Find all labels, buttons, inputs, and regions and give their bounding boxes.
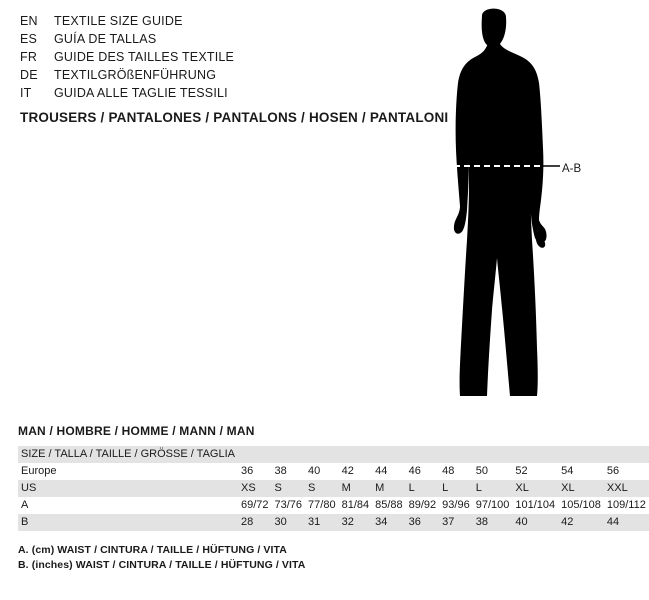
language-row bbox=[20, 86, 400, 104]
language-title-list bbox=[20, 14, 400, 104]
cell: 32 bbox=[339, 514, 373, 531]
cell bbox=[439, 446, 473, 463]
cell: XL bbox=[558, 480, 604, 497]
cell: 109/112 bbox=[604, 497, 649, 514]
table-row bbox=[18, 463, 649, 480]
cell: XS bbox=[238, 480, 272, 497]
cell: 38 bbox=[473, 514, 513, 531]
cell bbox=[558, 446, 604, 463]
cell: 36 bbox=[238, 463, 272, 480]
cell: 77/80 bbox=[305, 497, 339, 514]
cell bbox=[406, 446, 440, 463]
language-code: EN bbox=[20, 14, 38, 28]
cell: 36 bbox=[406, 514, 440, 531]
cell: 38 bbox=[272, 463, 306, 480]
language-row bbox=[20, 32, 400, 50]
cell: 97/100 bbox=[473, 497, 513, 514]
cell: 28 bbox=[238, 514, 272, 531]
language-title: GUIDA ALLE TAGLIE TESSILI bbox=[54, 86, 228, 100]
cell: 73/76 bbox=[272, 497, 306, 514]
cell: 69/72 bbox=[238, 497, 272, 514]
cell bbox=[339, 446, 373, 463]
cell: S bbox=[272, 480, 306, 497]
cell: XL bbox=[512, 480, 558, 497]
size-table bbox=[18, 446, 649, 531]
row-label: A bbox=[18, 497, 238, 514]
table-row bbox=[18, 480, 649, 497]
footnote-b: B. (inches) WAIST / CINTURA / TAILLE / HÜFTUNG / VITA bbox=[18, 559, 306, 571]
language-row bbox=[20, 68, 400, 86]
table-row bbox=[18, 514, 649, 531]
cell: 42 bbox=[558, 514, 604, 531]
cell bbox=[604, 446, 649, 463]
cell: 54 bbox=[558, 463, 604, 480]
cell: L bbox=[473, 480, 513, 497]
language-title: GUIDE DES TAILLES TEXTILE bbox=[54, 50, 235, 64]
cell bbox=[272, 446, 306, 463]
cell: 56 bbox=[604, 463, 649, 480]
cell bbox=[238, 446, 272, 463]
cell: M bbox=[372, 480, 406, 497]
cell: 101/104 bbox=[512, 497, 558, 514]
cell: 44 bbox=[604, 514, 649, 531]
cell bbox=[372, 446, 406, 463]
cell bbox=[473, 446, 513, 463]
footnotes bbox=[18, 543, 582, 573]
cell bbox=[305, 446, 339, 463]
cell: 89/92 bbox=[406, 497, 440, 514]
figure-silhouette bbox=[400, 8, 600, 408]
row-label: SIZE / TALLA / TAILLE / GRÖSSE / TAGLIA bbox=[18, 446, 238, 463]
language-row bbox=[20, 14, 400, 32]
cell: 40 bbox=[305, 463, 339, 480]
footnote-a: A. (cm) WAIST / CINTURA / TAILLE / HÜFTUNG / VITA bbox=[18, 544, 287, 556]
cell: L bbox=[406, 480, 440, 497]
language-title: TEXTILGRÖßENFÜHRUNG bbox=[54, 68, 217, 82]
language-row bbox=[20, 50, 400, 68]
language-code: ES bbox=[20, 32, 38, 46]
language-code: IT bbox=[20, 86, 32, 100]
cell: 31 bbox=[305, 514, 339, 531]
row-label: Europe bbox=[18, 463, 238, 480]
cell: 34 bbox=[372, 514, 406, 531]
cell: 105/108 bbox=[558, 497, 604, 514]
size-table-block bbox=[18, 424, 646, 573]
cell: M bbox=[339, 480, 373, 497]
cell: 81/84 bbox=[339, 497, 373, 514]
table-group-label: MAN / HOMBRE / HOMME / MANN / MAN bbox=[18, 424, 255, 438]
cell: 44 bbox=[372, 463, 406, 480]
cell: 93/96 bbox=[439, 497, 473, 514]
table-row bbox=[18, 446, 649, 463]
table-row bbox=[18, 497, 649, 514]
cell: L bbox=[439, 480, 473, 497]
cell: 42 bbox=[339, 463, 373, 480]
cell: 50 bbox=[473, 463, 513, 480]
language-title: TEXTILE SIZE GUIDE bbox=[54, 14, 183, 28]
language-code: DE bbox=[20, 68, 38, 82]
language-title: GUÍA DE TALLAS bbox=[54, 32, 157, 46]
section-heading: TROUSERS / PANTALONES / PANTALONS / HOSEN / PANTALONI bbox=[20, 110, 449, 125]
cell: 52 bbox=[512, 463, 558, 480]
cell: 30 bbox=[272, 514, 306, 531]
cell: 46 bbox=[406, 463, 440, 480]
cell: 85/88 bbox=[372, 497, 406, 514]
body-silhouette bbox=[454, 9, 547, 396]
cell bbox=[512, 446, 558, 463]
cell: S bbox=[305, 480, 339, 497]
cell: XXL bbox=[604, 480, 649, 497]
cell: 40 bbox=[512, 514, 558, 531]
language-code: FR bbox=[20, 50, 38, 64]
row-label: US bbox=[18, 480, 238, 497]
cell: 37 bbox=[439, 514, 473, 531]
cell: 48 bbox=[439, 463, 473, 480]
measure-label-ab: A-B bbox=[562, 163, 582, 175]
row-label: B bbox=[18, 514, 238, 531]
